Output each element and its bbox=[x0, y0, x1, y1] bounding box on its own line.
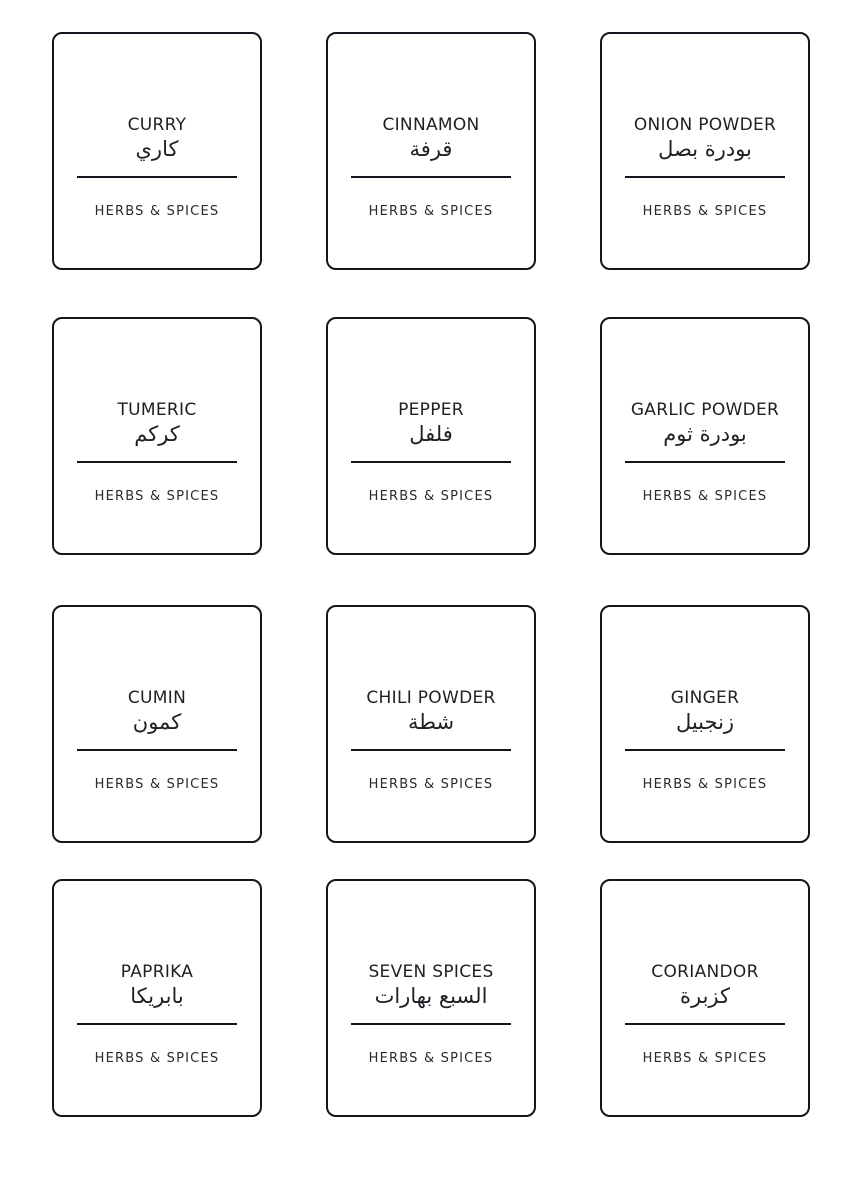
label-divider bbox=[77, 749, 237, 751]
label-category: HERBS & SPICES bbox=[642, 1051, 768, 1066]
spice-label-coriandor bbox=[600, 879, 810, 1117]
label-category: HERBS & SPICES bbox=[94, 777, 220, 792]
label-name-english: CORIANDOR bbox=[651, 962, 759, 982]
label-category: HERBS & SPICES bbox=[368, 777, 494, 792]
label-divider bbox=[351, 461, 511, 463]
spice-label-garlic-powder bbox=[600, 317, 810, 555]
label-name-arabic: فلفل bbox=[409, 422, 453, 446]
label-name-english: SEVEN SPICES bbox=[368, 962, 494, 982]
label-name-arabic: كزبرة bbox=[679, 984, 731, 1008]
label-category: HERBS & SPICES bbox=[368, 1051, 494, 1066]
label-name-arabic: بودرة ثوم bbox=[663, 422, 747, 446]
spice-label-paprika bbox=[52, 879, 262, 1117]
label-category: HERBS & SPICES bbox=[642, 489, 768, 504]
spice-label-pepper bbox=[326, 317, 536, 555]
label-name-arabic: السبع بهارات bbox=[374, 984, 488, 1008]
label-divider bbox=[77, 176, 237, 178]
label-name-english: PAPRIKA bbox=[120, 962, 194, 982]
spice-label-chili-powder bbox=[326, 605, 536, 843]
label-divider bbox=[625, 1023, 785, 1025]
label-name-arabic: قرفة bbox=[409, 137, 453, 161]
spice-label-seven-spices bbox=[326, 879, 536, 1117]
label-category: HERBS & SPICES bbox=[94, 489, 220, 504]
label-divider bbox=[77, 1023, 237, 1025]
spice-label-onion-powder bbox=[600, 32, 810, 270]
label-name-arabic: زنجبيل bbox=[675, 710, 735, 734]
label-divider bbox=[351, 749, 511, 751]
label-divider bbox=[351, 176, 511, 178]
label-divider bbox=[77, 461, 237, 463]
label-name-english: TUMERIC bbox=[117, 400, 197, 420]
spice-label-cumin bbox=[52, 605, 262, 843]
label-name-arabic: كاري bbox=[135, 137, 179, 161]
label-category: HERBS & SPICES bbox=[642, 777, 768, 792]
label-divider bbox=[351, 1023, 511, 1025]
label-name-arabic: كمون bbox=[132, 710, 182, 734]
label-name-arabic: كركم bbox=[134, 422, 180, 446]
label-name-english: GARLIC POWDER bbox=[630, 400, 780, 420]
label-divider bbox=[625, 176, 785, 178]
label-category: HERBS & SPICES bbox=[94, 1051, 220, 1066]
label-name-arabic: بودرة بصل bbox=[658, 137, 752, 161]
label-name-english: CUMIN bbox=[127, 688, 187, 708]
label-category: HERBS & SPICES bbox=[642, 204, 768, 219]
spice-label-ginger bbox=[600, 605, 810, 843]
label-name-english: CHILI POWDER bbox=[366, 688, 496, 708]
label-name-english: GINGER bbox=[670, 688, 740, 708]
spice-label-curry bbox=[52, 32, 262, 270]
label-category: HERBS & SPICES bbox=[94, 204, 220, 219]
label-name-english: PEPPER bbox=[398, 400, 464, 420]
label-name-english: CURRY bbox=[127, 115, 187, 135]
label-divider bbox=[625, 749, 785, 751]
label-category: HERBS & SPICES bbox=[368, 489, 494, 504]
label-divider bbox=[625, 461, 785, 463]
label-name-english: CINNAMON bbox=[382, 115, 480, 135]
label-name-arabic: شطة bbox=[407, 710, 455, 734]
spice-label-tumeric bbox=[52, 317, 262, 555]
spice-label-cinnamon bbox=[326, 32, 536, 270]
label-category: HERBS & SPICES bbox=[368, 204, 494, 219]
label-name-english: ONION POWDER bbox=[633, 115, 777, 135]
label-name-arabic: بابريكا bbox=[130, 984, 184, 1008]
